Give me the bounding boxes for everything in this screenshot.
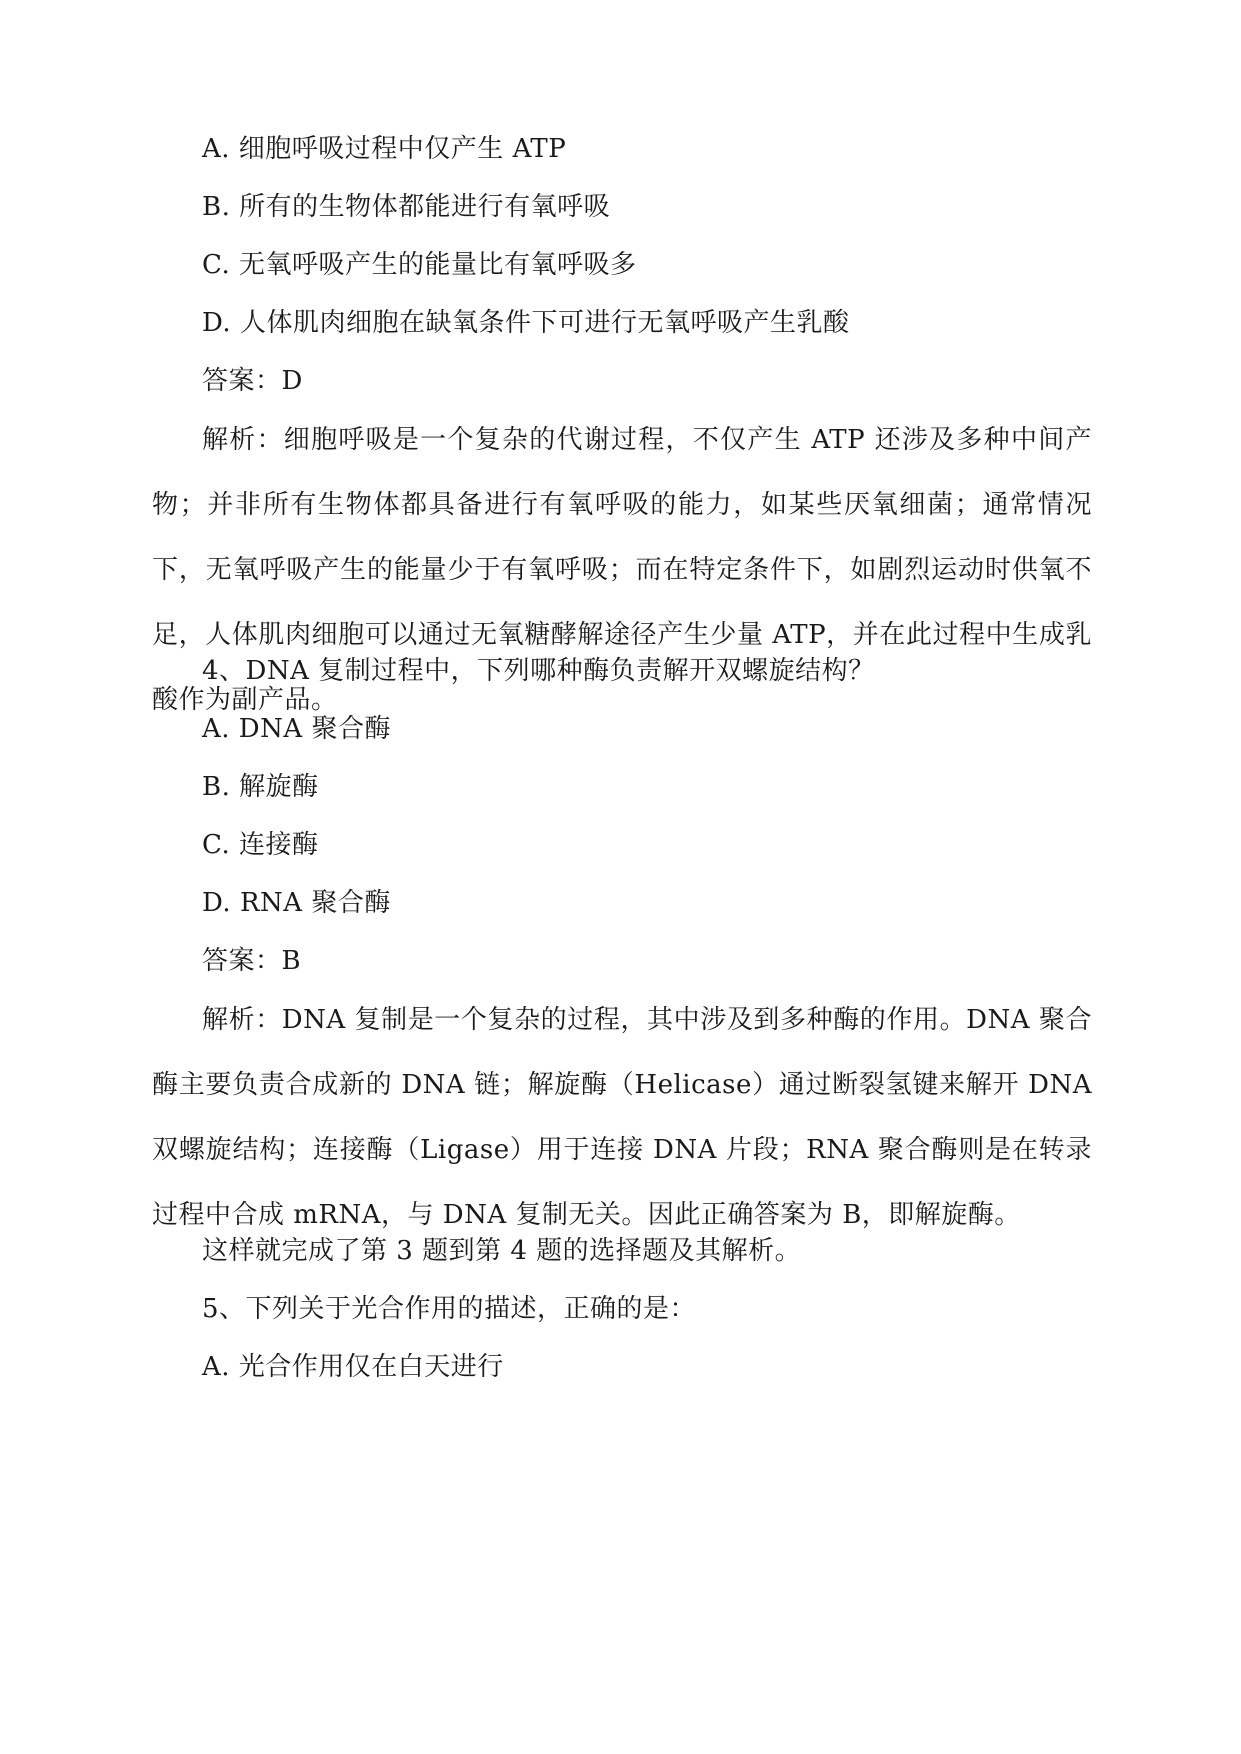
q4-option-d: D. RNA 聚合酶 (202, 888, 391, 918)
q4-explanation: 解析：DNA 复制是一个复杂的过程，其中涉及到多种酶的作用。DNA 聚合酶主要负责合成新的 DNA 链；解旋酶（Helicase）通过断裂氢键来解开 DNA 双螺旋结构；连接酶（Ligase）用于连接 DNA 片段；RNA 聚合酶则是在转录过程中合成 mRNA，与 DNA 复制无关。因此正确答案为 B，即解旋酶。 (152, 1005, 1092, 1230)
q5-question: 5、下列关于光合作用的描述，正确的是： (202, 1294, 697, 1324)
q3-option-c: C. 无氧呼吸产生的能量比有氧呼吸多 (202, 250, 637, 280)
q3-option-d: D. 人体肌肉细胞在缺氧条件下可进行无氧呼吸产生乳酸 (202, 308, 850, 338)
q4-question: 4、DNA 复制过程中，下列哪种酶负责解开双螺旋结构？ (202, 656, 875, 686)
summary-text: 这样就完成了第 3 题到第 4 题的选择题及其解析。 (202, 1236, 802, 1266)
q3-explanation: 解析：细胞呼吸是一个复杂的代谢过程，不仅产生 ATP 还涉及多种中间产物；并非所有生物体都具备进行有氧呼吸的能力，如某些厌氧细菌；通常情况下，无氧呼吸产生的能量少于有氧呼吸；而在特定条件下，如剧烈运动时供氧不足，人体肌肉细胞可以通过无氧糖酵解途径产生少量 ATP，并在此过程中生成乳酸作为副产品。 (152, 425, 1092, 715)
q5-option-a: A. 光合作用仅在白天进行 (202, 1352, 504, 1382)
q3-option-b: B. 所有的生物体都能进行有氧呼吸 (202, 192, 611, 222)
q4-option-b: B. 解旋酶 (202, 772, 319, 802)
q3-option-a: A. 细胞呼吸过程中仅产生 ATP (202, 134, 567, 164)
q4-option-c: C. 连接酶 (202, 830, 319, 860)
q4-answer: 答案：B (202, 946, 302, 976)
q3-answer: 答案：D (202, 366, 303, 396)
q4-option-a: A. DNA 聚合酶 (202, 714, 391, 744)
